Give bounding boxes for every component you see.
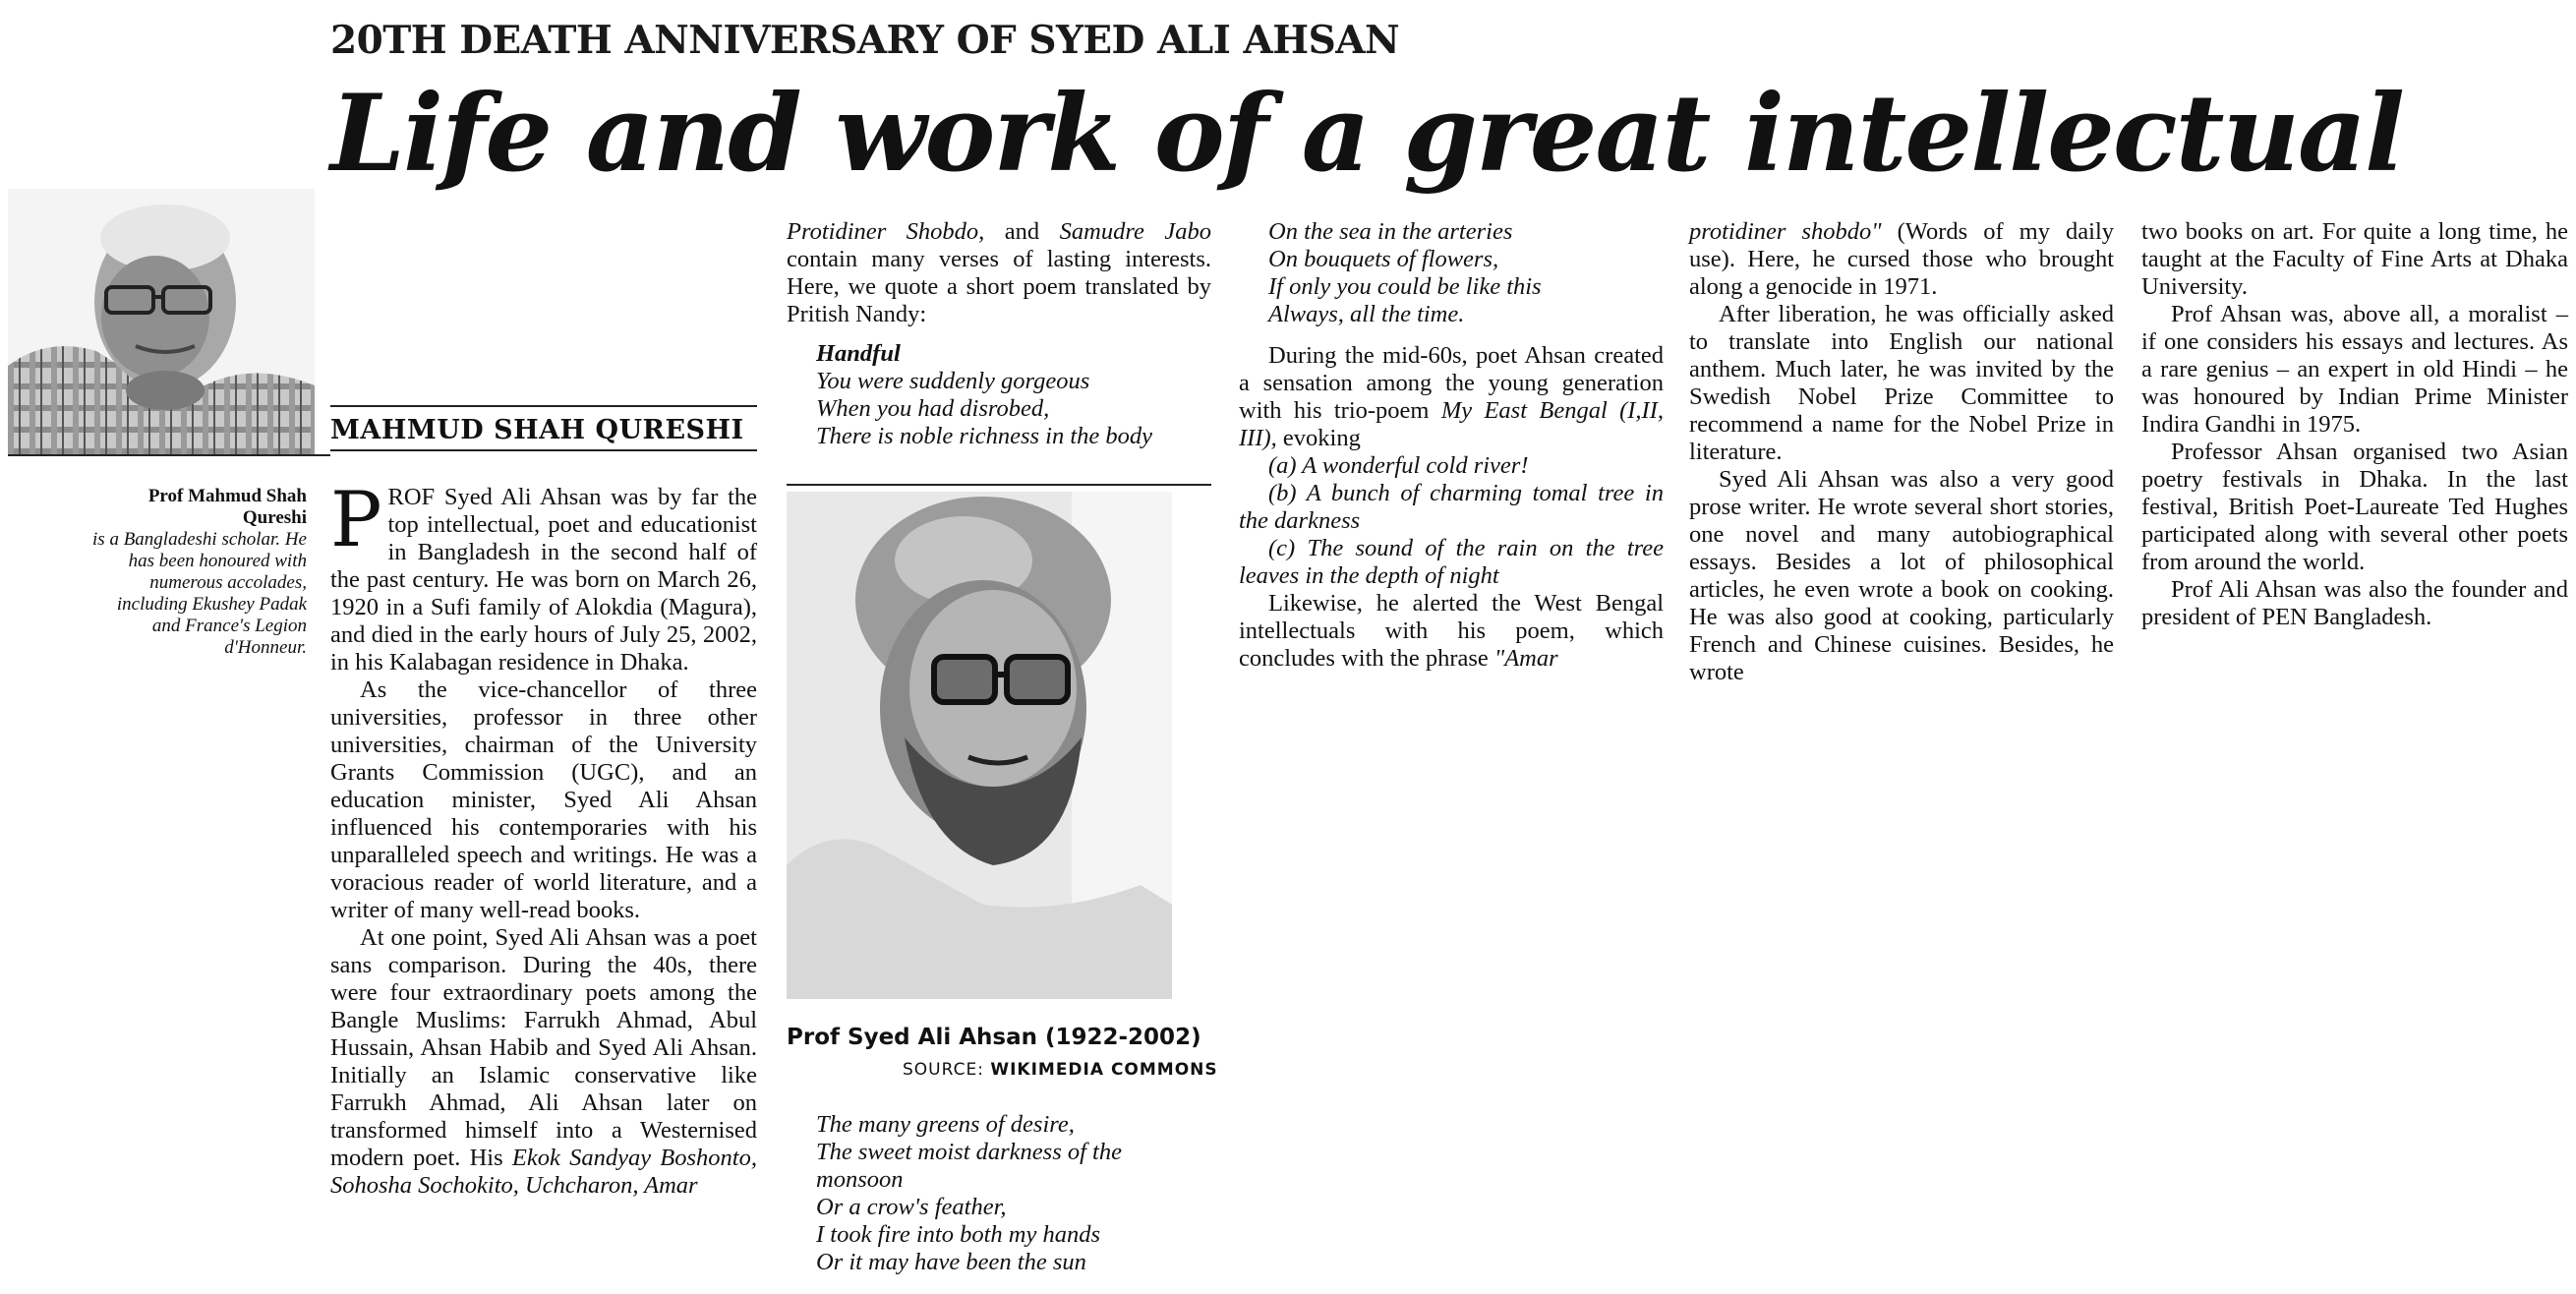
- source-name: WIKIMEDIA COMMONS: [990, 1060, 1218, 1080]
- paragraph-text: contain many verses of lasting interests. Here, we quote a short poem translated by Pritish Nandy:: [787, 246, 1211, 327]
- list-item: (c) The sound of the rain on the tree leaves in the depth of night: [1239, 535, 1664, 589]
- poem-line: There is noble richness in the body: [816, 423, 1153, 449]
- author-note: [88, 486, 307, 659]
- dropcap: P: [330, 476, 382, 564]
- poem-handful: [787, 340, 1211, 450]
- poem-line: On bouquets of flowers,: [1268, 246, 1499, 272]
- paragraph: Syed Ali Ahsan was also a very good prose writer. He wrote several short stories, one novel and many autobiographical essays. Besides a lot of philosophical articles, he even wrote a book on cooking. He was also good at cooking, particularly French and Chinese cuisines. Besides, he wrote: [1689, 466, 2114, 685]
- paragraph-text: evoking: [1276, 425, 1361, 451]
- photo-caption: Prof Syed Ali Ahsan (1922-2002): [787, 1025, 1201, 1050]
- poem-line: When you had disrobed,: [816, 395, 1050, 422]
- column-4: [1689, 218, 2114, 686]
- poem-line: If only you could be like this: [1268, 273, 1542, 300]
- paragraph: [1239, 590, 1664, 673]
- paragraph: [1689, 218, 2114, 301]
- quote-inline: protidiner shobdo": [1689, 218, 1882, 245]
- column-3: [1239, 218, 1664, 673]
- poem-line: The many greens of desire,: [816, 1111, 1075, 1138]
- author-name-line1: Prof Mahmud Shah: [147, 486, 307, 506]
- byline: MAHMUD SHAH QURESHI: [330, 405, 757, 451]
- headline: Life and work of a great intellectual: [330, 72, 2404, 196]
- poem-line: The sweet moist darkness of the monsoon: [816, 1139, 1122, 1193]
- paragraph: [787, 218, 1211, 328]
- byline-rule-left: [8, 454, 330, 456]
- book-titles: Ekok Sandyay Boshonto, Sohosha Sochokito, Uchcharon, Amar: [330, 1145, 757, 1199]
- paragraph: After liberation, he was officially asked to translate into English our national anthem. Much later, he was invited by the Swedish Nobel Prize Committee to recommend a name for the Nobel Prize in literature.: [1689, 301, 2114, 465]
- paragraph-text: (Words of my daily use). Here, he cursed those who brought along a genocide in 1971.: [1689, 218, 2114, 300]
- author-name-line2: Qureshi: [242, 507, 307, 528]
- paragraph-text: During the mid-60s, poet Ahsan created a sensation among the young generation with his trio-poem: [1239, 342, 1664, 424]
- poem-title-inline: My East Bengal (I,II, III),: [1239, 397, 1665, 451]
- column-1: [330, 476, 757, 1200]
- poem-continued: [787, 1111, 1211, 1276]
- column-5: [2141, 218, 2568, 631]
- kicker: 20TH DEATH ANNIVERSARY OF SYED ALI AHSAN: [330, 18, 1400, 63]
- paragraph: [330, 476, 757, 676]
- book-title: Samudre Jabo: [1059, 218, 1211, 245]
- paragraph: two books on art. For quite a long time, he taught at the Faculty of Fine Arts at Dhaka University.: [2141, 218, 2568, 300]
- paragraph: [1239, 342, 1664, 452]
- list-item: (a) A wonderful cold river!: [1268, 452, 1529, 479]
- poem-line: I took fire into both my hands: [816, 1221, 1100, 1248]
- quote-inline: "Amar: [1493, 645, 1558, 672]
- poem-title: Handful: [816, 340, 901, 367]
- poem-line: You were suddenly gorgeous: [816, 368, 1090, 394]
- paragraph-text: and: [984, 218, 1060, 245]
- author-photo: [8, 189, 315, 456]
- source-label: SOURCE:: [903, 1060, 991, 1080]
- book-title: Protidiner Shobdo,: [787, 218, 985, 245]
- paragraph: Prof Ali Ahsan was also the founder and president of PEN Bangladesh.: [2141, 576, 2568, 630]
- column-2: [787, 218, 1211, 450]
- subject-photo: [787, 492, 1172, 999]
- paragraph-text: Likewise, he alerted the West Bengal intellectuals with his poem, which concludes with the phrase: [1239, 590, 1664, 672]
- photo-top-rule: [787, 484, 1211, 486]
- poem-line: Or a crow's feather,: [816, 1194, 1007, 1220]
- poem-line: Or it may have been the sun: [816, 1249, 1086, 1275]
- paragraph-text: At one point, Syed Ali Ahsan was a poet sans comparison. During the 40s, there were four extraordinary poets among the Bangle Muslims: Farrukh Ahmad, Abul Hussain, Ahsan Habib and Syed Ali Ahsan. Initially an Islamic conservative like Farrukh Ahmad, Ali Ahsan later on transformed himself into a Westernised modern poet. His: [330, 924, 757, 1171]
- evocation-list: [1239, 452, 1664, 590]
- poem-line: On the sea in the arteries: [1268, 218, 1513, 245]
- paragraph: As the vice-chancellor of three universities, professor in three other universities, chairman of the University Grants Commission (UGC), and an education minister, Syed Ali Ahsan influenced his contemporaries with his unparalleled speech and writings. He was a voracious reader of world literature, and a writer of many well-read books.: [330, 676, 757, 923]
- paragraph: Prof Ahsan was, above all, a moralist – if one considers his essays and lectures. As a rare genius – an expert in old Hindi – he was honoured by Indian Prime Minister Indira Gandhi in 1975.: [2141, 301, 2568, 438]
- paragraph: Professor Ahsan organised two Asian poetry festivals in Dhaka. In the last festival, British Poet-Laureate Ted Hughes participated along with several other poets from around the world.: [2141, 439, 2568, 575]
- poem-continued-col3: [1239, 218, 1664, 328]
- list-item: (b) A bunch of charming tomal tree in the darkness: [1239, 480, 1664, 534]
- author-bio: is a Bangladeshi scholar. He has been honoured with numerous accolades, including Ekushey Padak and France's Legion d'Honneur.: [92, 529, 307, 658]
- poem-line: Always, all the time.: [1268, 301, 1465, 327]
- paragraph-text: ROF Syed Ali Ahsan was by far the top intellectual, poet and educationist in Bangladesh in the second half of the past century. He was born on March 26, 1920 in a Sufi family of Alokdia (Magura), and died in the early hours of July 25, 2002, in his Kalabagan residence in Dhaka.: [330, 484, 757, 676]
- photo-source: [903, 1060, 1218, 1080]
- paragraph: [330, 924, 757, 1200]
